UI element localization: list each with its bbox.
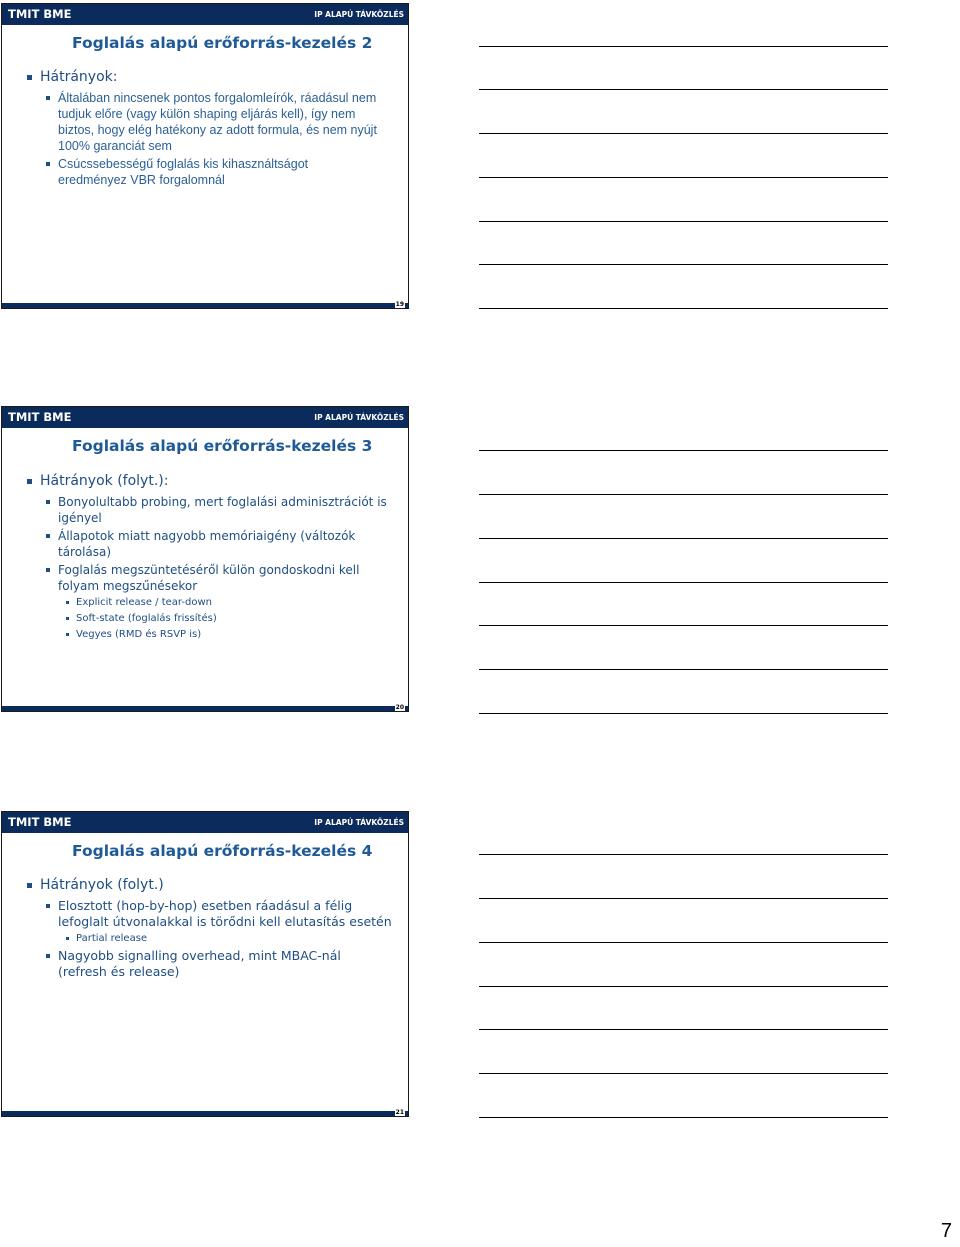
bullet-level3: Partial release: [24, 932, 400, 946]
square-bullet-icon: [66, 937, 69, 940]
header-course: IP ALAPÚ TÁVKÖZLÉS: [314, 413, 404, 422]
note-line: [479, 494, 888, 495]
slide-header: [2, 407, 408, 428]
slide-21: [1, 811, 409, 1117]
note-line: [479, 713, 888, 714]
slide-content: [24, 877, 400, 982]
note-line: [479, 308, 888, 309]
bullet-level2: Csúcssebességű foglalás kis kihasználtságot eredményez VBR forgalomnál: [24, 156, 348, 188]
slide-header: [2, 4, 408, 25]
note-line: [479, 625, 888, 626]
header-org: TMIT BME: [8, 410, 72, 424]
slide-footer: [2, 706, 408, 711]
note-line: [479, 89, 888, 90]
square-bullet-icon: [27, 75, 32, 80]
header-org: TMIT BME: [8, 7, 72, 21]
note-line: [479, 942, 888, 943]
bullet-level2: Általában nincsenek pontos forgalomleírók, ráadásul nem tudjuk előre (vagy külön shaping eljárás kell), így nem biztos, hogy elég hatékony az adott formula, és nem nyújt 100% garanciát sem: [24, 90, 388, 154]
bullet-level3: Explicit release / tear-down: [24, 596, 400, 610]
slide-footer: [2, 1111, 408, 1116]
header-course: IP ALAPÚ TÁVKÖZLÉS: [314, 10, 404, 19]
bullet-level2: Nagyobb signalling overhead, mint MBAC-nál (refresh és release): [24, 948, 368, 980]
square-bullet-icon: [46, 954, 50, 958]
square-bullet-icon: [46, 534, 50, 538]
note-line: [479, 538, 888, 539]
square-bullet-icon: [66, 601, 69, 604]
bullet-level2: Állapotok miatt nagyobb memóriaigény (változók tárolása): [24, 528, 378, 560]
slide-content: [24, 473, 400, 644]
bullet-level3: Soft-state (foglalás frissítés): [24, 612, 400, 626]
slide-title: Foglalás alapú erőforrás-kezelés 2: [72, 34, 373, 52]
note-line: [479, 133, 888, 134]
slide-footer: [2, 303, 408, 308]
note-line: [479, 1073, 888, 1074]
square-bullet-icon: [46, 568, 50, 572]
note-line: [479, 986, 888, 987]
square-bullet-icon: [46, 162, 50, 166]
note-line: [479, 669, 888, 670]
slide-20: [1, 406, 409, 712]
note-line: [479, 1117, 888, 1118]
square-bullet-icon: [46, 904, 50, 908]
slide-header: [2, 812, 408, 833]
square-bullet-icon: [66, 633, 69, 636]
square-bullet-icon: [27, 883, 32, 888]
square-bullet-icon: [27, 479, 32, 484]
slide-title: Foglalás alapú erőforrás-kezelés 4: [72, 842, 373, 860]
square-bullet-icon: [46, 96, 50, 100]
bullet-level3: Vegyes (RMD és RSVP is): [24, 628, 400, 642]
slide-content: [24, 69, 400, 190]
note-line: [479, 46, 888, 47]
slide-page-number: 19: [395, 301, 404, 308]
square-bullet-icon: [66, 617, 69, 620]
note-line: [479, 854, 888, 855]
square-bullet-icon: [46, 500, 50, 504]
note-line: [479, 582, 888, 583]
note-line: [479, 898, 888, 899]
slide-19: [1, 3, 409, 309]
header-course: IP ALAPÚ TÁVKÖZLÉS: [314, 818, 404, 827]
slide-page-number: 20: [395, 704, 404, 711]
bullet-level2: Bonyolultabb probing, mert foglalási adminisztrációt is igényel: [24, 494, 403, 526]
slide-page-number: 21: [395, 1109, 404, 1116]
note-line: [479, 450, 888, 451]
slide-title: Foglalás alapú erőforrás-kezelés 3: [72, 437, 373, 455]
bullet-level2: Foglalás megszüntetéséről külön gondoskodni kell folyam megszűnésekor: [24, 562, 383, 594]
note-line: [479, 221, 888, 222]
document-page-number: 7: [940, 1220, 952, 1242]
note-line: [479, 264, 888, 265]
bullet-level1: Hátrányok:: [24, 69, 400, 86]
note-line: [479, 177, 888, 178]
header-org: TMIT BME: [8, 815, 72, 829]
note-line: [479, 1029, 888, 1030]
bullet-level1: Hátrányok (folyt.):: [24, 473, 400, 490]
bullet-level1: Hátrányok (folyt.): [24, 877, 400, 894]
bullet-level2: Elosztott (hop-by-hop) esetben ráadásul a félig lefoglalt útvonalakkal is törődni kell elutasítás esetén: [24, 898, 403, 930]
